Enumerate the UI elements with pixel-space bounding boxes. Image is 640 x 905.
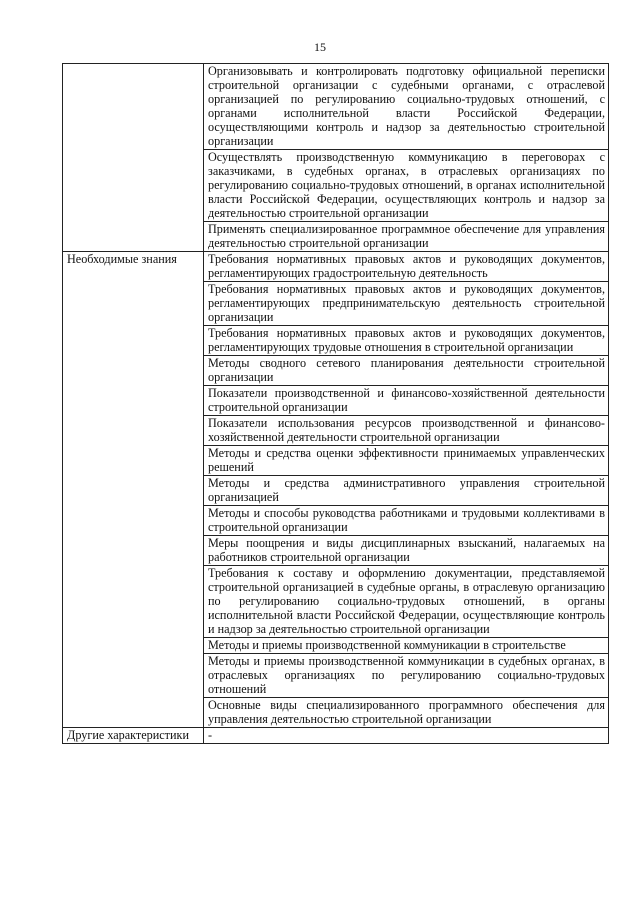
requirement-item: Меры поощрения и виды дисциплинарных взысканий, налагаемых на работников строительной организации [204, 536, 609, 566]
requirement-item: Основные виды специализированного программного обеспечения для управления деятельностью строительной организации [204, 698, 609, 728]
requirement-item: Методы и приемы производственной коммуникации в строительстве [204, 638, 609, 654]
requirement-item: Показатели производственной и финансово-хозяйственной деятельности строительной организации [204, 386, 609, 416]
requirement-item: Методы и средства административного управления строительной организацией [204, 476, 609, 506]
requirement-item: Методы и средства оценки эффективности принимаемых управленческих решений [204, 446, 609, 476]
requirement-item: Требования нормативных правовых актов и руководящих документов, регламентирующих трудовые отношения в строительной организации [204, 326, 609, 356]
section-label: Необходимые знания [63, 252, 204, 728]
requirement-item: Методы и способы руководства работниками и трудовыми коллективами в строительной организации [204, 506, 609, 536]
requirement-item: Применять специализированное программное обеспечение для управления деятельностью строительной организации [204, 222, 609, 252]
table-row [63, 252, 609, 282]
table-row [63, 728, 609, 744]
requirement-item: Требования нормативных правовых актов и руководящих документов, регламентирующих предпринимательскую деятельность строительной организации [204, 282, 609, 326]
requirement-item: Осуществлять производственную коммуникацию в переговорах с заказчиками, в судебных органах, в отраслевых организациях по регулированию социально-трудовых отношений, в органах исполнительной власти Российской Федерации, осуществляющих контроль и надзор за деятельностью строительной организации [204, 150, 609, 222]
requirement-item: Показатели использования ресурсов производственной и финансово-хозяйственной деятельности строительной организации [204, 416, 609, 446]
requirement-item: Организовывать и контролировать подготовку официальной переписки строительной организации с судебными органами, с отраслевой организацией по регулированию социально-трудовых отношений, с органами исполнительной власти Российской Федерации, осуществляющими контроль и надзор за деятельностью строительной организации [204, 64, 609, 150]
requirement-item: Методы сводного сетевого планирования деятельности строительной организации [204, 356, 609, 386]
requirements-table [62, 63, 609, 744]
requirement-item: Требования нормативных правовых актов и руководящих документов, регламентирующих градостроительную деятельность [204, 252, 609, 282]
section-label [63, 64, 204, 252]
requirement-item: - [204, 728, 609, 744]
table-row [63, 64, 609, 150]
section-label: Другие характеристики [63, 728, 204, 744]
page-number: 15 [314, 40, 326, 54]
requirement-item: Требования к составу и оформлению документации, представляемой строительной организацией в судебные органы, в отраслевую организацию по регулированию социально-трудовых отношений, в органы исполнительной власти Российской Федерации, осуществляющие контроль и надзор за деятельностью строительной организации [204, 566, 609, 638]
requirement-item: Методы и приемы производственной коммуникации в судебных органах, в отраслевых организациях по регулированию социально-трудовых отношений [204, 654, 609, 698]
